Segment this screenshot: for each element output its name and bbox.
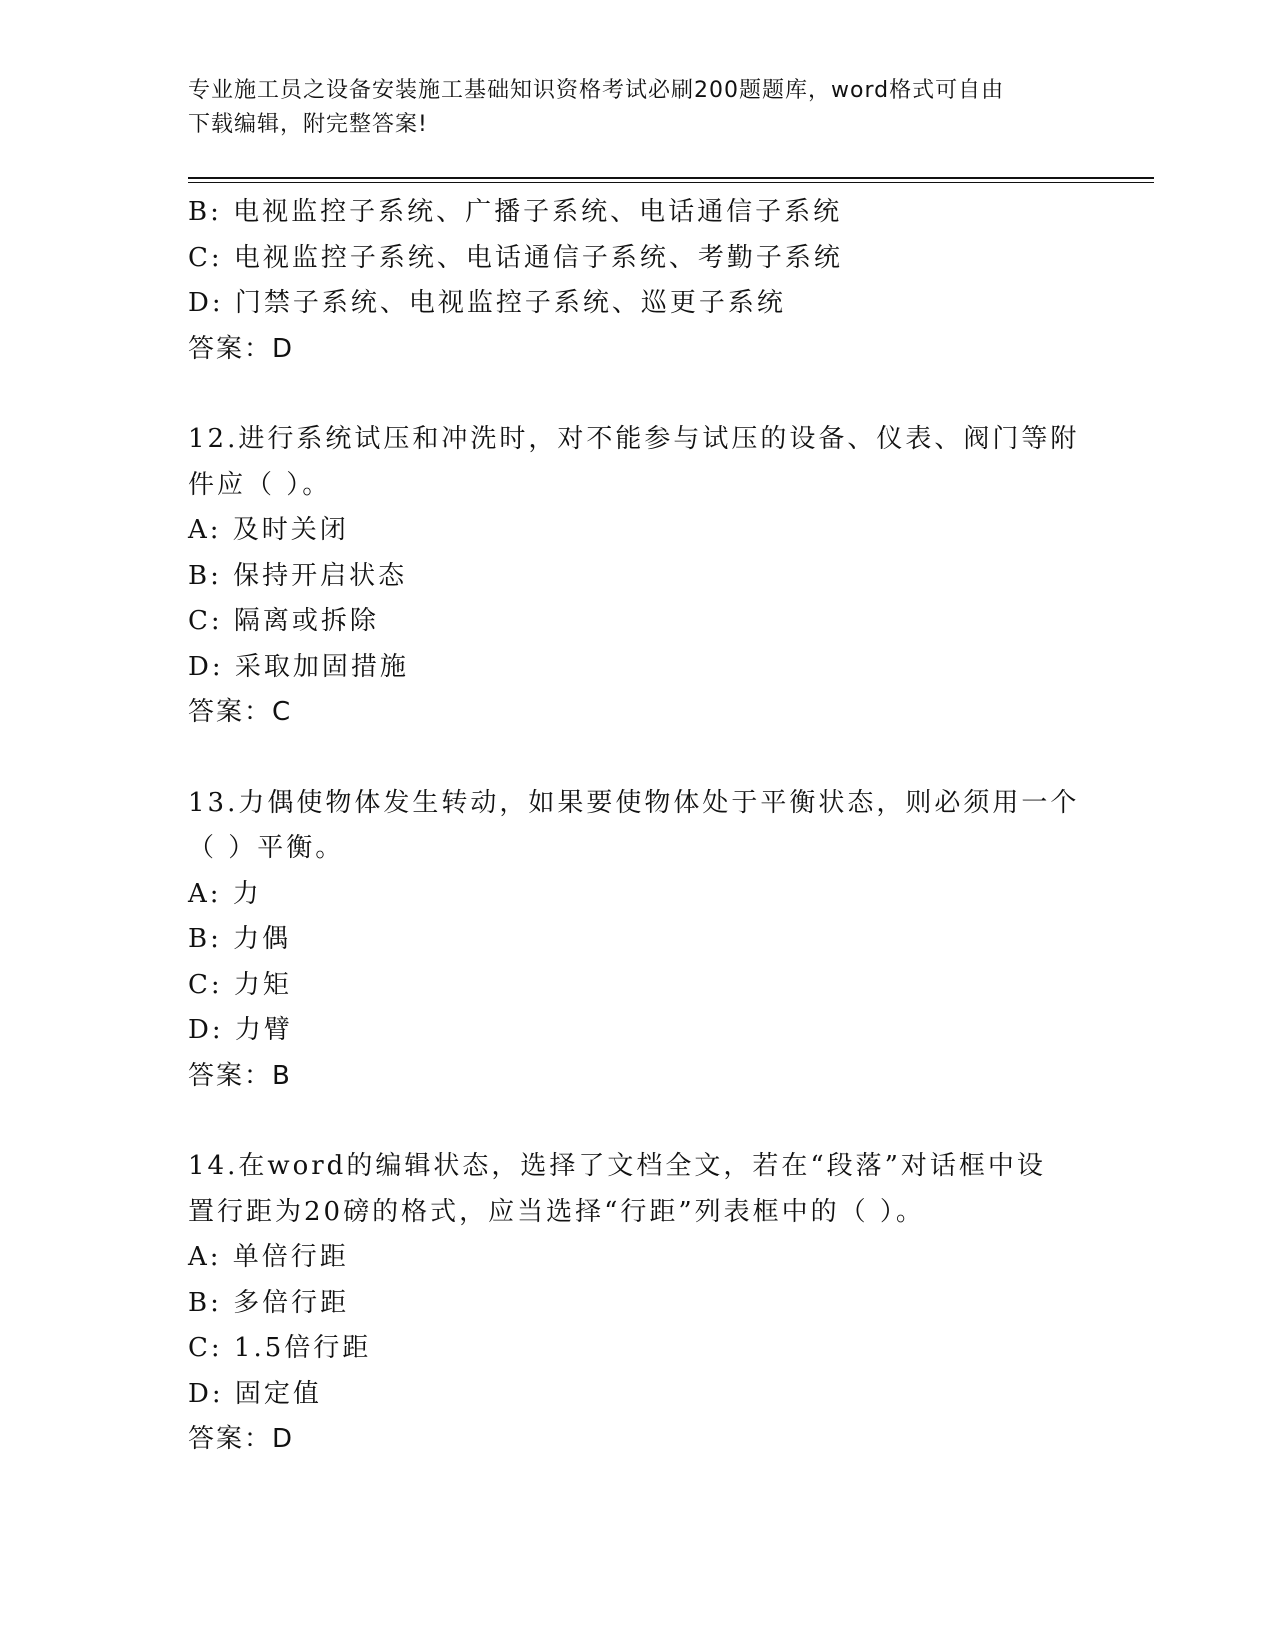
document-header (188, 74, 1078, 142)
question-stem-line-1: 12.进行系统试压和冲洗时，对不能参与试压的设备、仪表、阀门等附 (188, 424, 1080, 454)
option-c: C: 隔离或拆除 (188, 606, 379, 636)
question-13 (188, 781, 1088, 1100)
question-14 (188, 1144, 1088, 1463)
answer: 答案：C (188, 697, 293, 727)
option-c: C: 电视监控子系统、电话通信子系统、考勤子系统 (188, 242, 843, 273)
option-a: A: 单倍行距 (188, 1242, 349, 1272)
answer: 答案：D (188, 1424, 295, 1454)
option-b: B: 保持开启状态 (188, 560, 408, 591)
option-d: D: 门禁子系统、电视监控子系统、巡更子系统 (188, 288, 786, 318)
option-b: B: 力偶 (188, 924, 292, 954)
header-divider-thick (188, 177, 1154, 179)
option-d: D: 固定值 (188, 1378, 322, 1409)
option-b: B: 电视监控子系统、广播子系统、电话通信子系统 (188, 197, 843, 227)
option-a: A: 及时关闭 (188, 515, 349, 545)
option-c: C: 1.5倍行距 (188, 1333, 372, 1363)
question-stem-line-2: 置行距为20磅的格式，应当选择“行距”列表框中的（ ）。 (188, 1196, 925, 1227)
document-body (188, 190, 1088, 1463)
question-12 (188, 417, 1088, 736)
question-stem-line-1: 13.力偶使物体发生转动，如果要使物体处于平衡状态，则必须用一个 (188, 787, 1080, 818)
option-a: A: 力 (188, 878, 262, 909)
question-stem-line-2: （ ）平衡。 (188, 833, 345, 863)
answer: 答案：D (188, 333, 295, 364)
question-stem-line-2: 件应（ ）。 (188, 469, 332, 500)
header-line-1: 专业施工员之设备安装施工基础知识资格考试必刷200题题库，word格式可自由 (188, 78, 1005, 103)
option-c: C: 力矩 (188, 969, 292, 1000)
header-divider-thin (188, 182, 1154, 183)
option-d: D: 力臂 (188, 1015, 293, 1045)
question-11 (188, 190, 1088, 372)
question-stem-line-1: 14.在word的编辑状态，选择了文档全文，若在“段落”对话框中设 (188, 1151, 1046, 1181)
option-b: B: 多倍行距 (188, 1287, 350, 1318)
header-line-2: 下载编辑，附完整答案! (188, 112, 428, 137)
answer: 答案：B (188, 1060, 292, 1091)
option-d: D: 采取加固措施 (188, 651, 409, 682)
